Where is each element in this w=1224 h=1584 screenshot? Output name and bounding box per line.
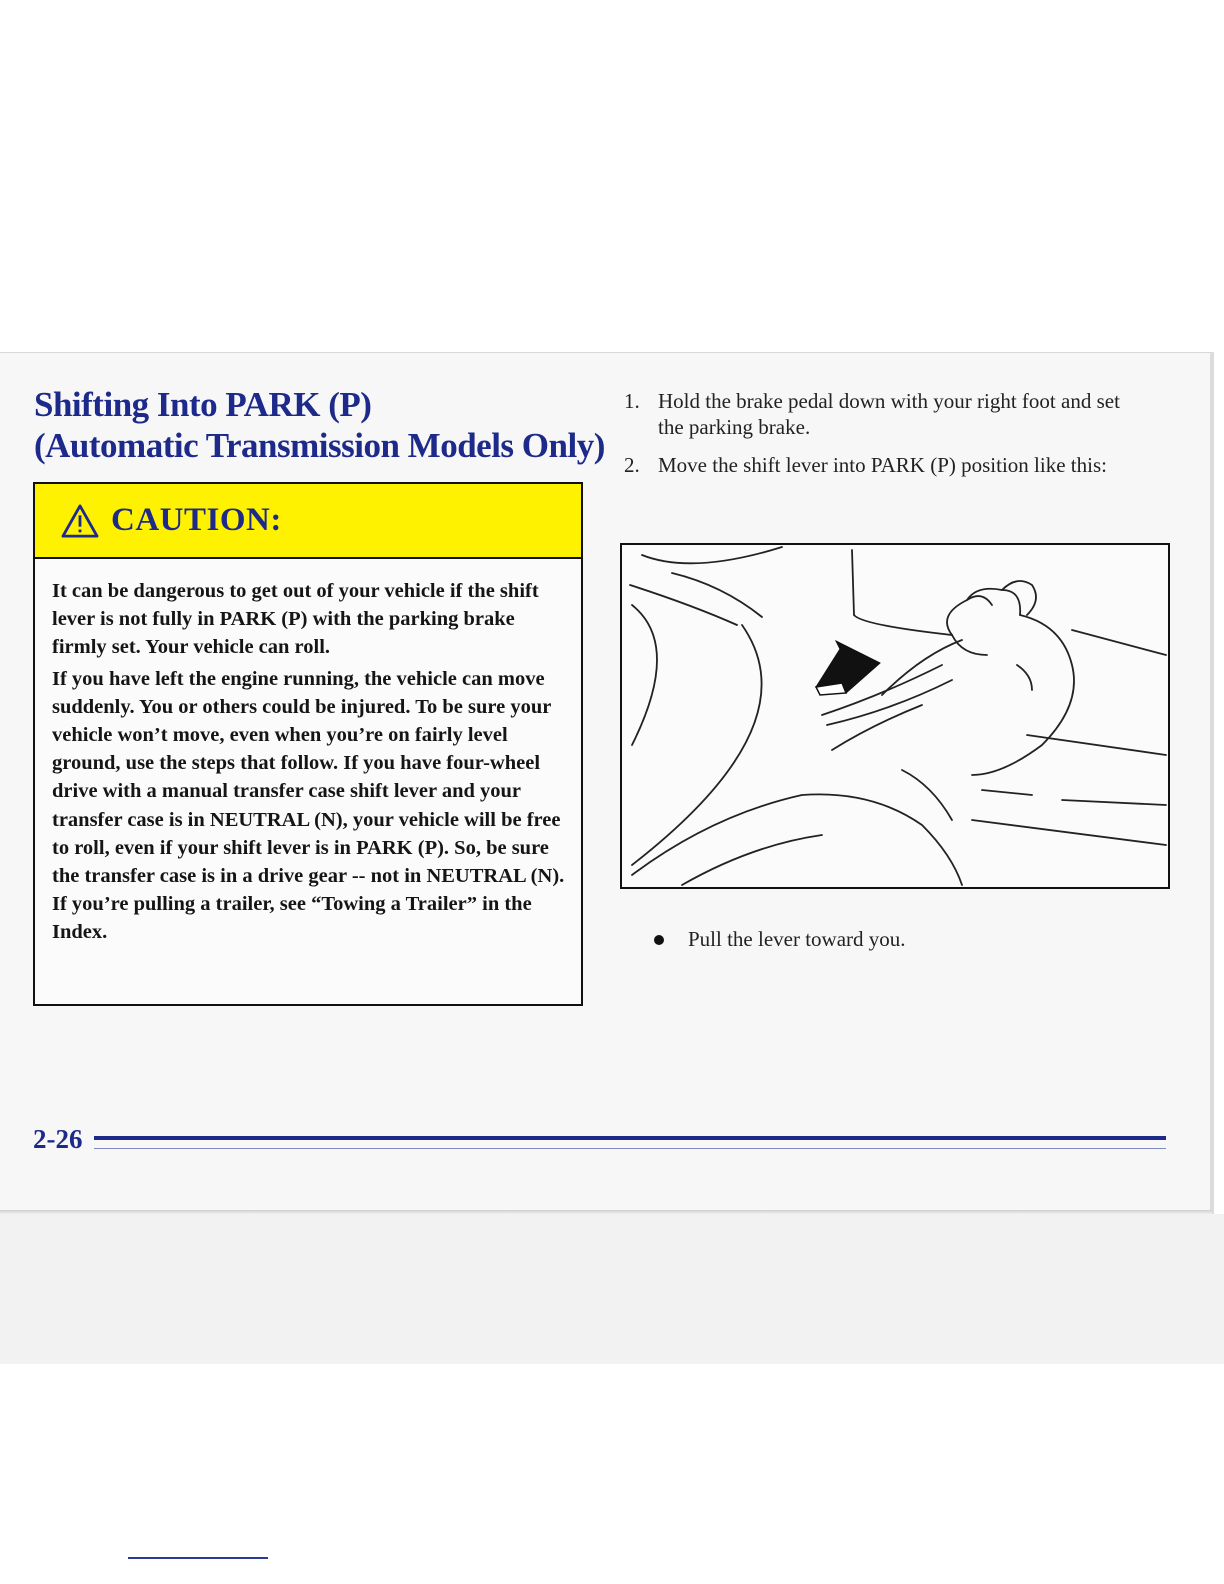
caution-box <box>33 482 583 1006</box>
title-line-2: (Automatic Transmission Models Only) <box>34 426 605 465</box>
bottom-mark <box>128 1557 268 1559</box>
step-number: 1. <box>624 389 640 413</box>
list-item <box>654 927 906 952</box>
hand-on-lever-drawing <box>622 545 1168 887</box>
bullet-icon <box>654 935 664 945</box>
bullet-text: Pull the lever toward you. <box>688 927 906 951</box>
footer-rule-thin <box>94 1148 1166 1149</box>
footer-rule <box>94 1136 1166 1140</box>
shift-lever-illustration <box>620 543 1170 889</box>
caution-body <box>35 559 581 947</box>
list-item <box>624 452 1134 478</box>
page-title <box>34 384 605 466</box>
step-number: 2. <box>624 453 640 477</box>
caution-label: CAUTION: <box>111 502 282 538</box>
step-text: Hold the brake pedal down with your right foot and set the parking brake. <box>658 389 1120 439</box>
caution-header <box>35 484 581 559</box>
title-line-1: Shifting Into PARK (P) <box>34 385 372 424</box>
warning-triangle-icon <box>61 504 99 538</box>
caution-paragraph: It can be dangerous to get out of your vehicle if the shift lever is not fully in PARK (P) with the parking brake firmly set. Your vehicle can roll. <box>52 580 539 659</box>
page-number: 2-26 <box>33 1124 83 1154</box>
page-right-edge <box>1210 352 1214 1214</box>
step-text: Move the shift lever into PARK (P) position like this: <box>658 453 1107 477</box>
list-item <box>624 388 1134 440</box>
caution-paragraph: If you have left the engine running, the vehicle can move suddenly. You or others could be injured. To be sure your vehicle won’t move, even when you’re on fairly level ground, use the steps that follow. If you have four-wheel drive with a manual transfer case shift lever and your transfer case is in NEUTRAL (N), your vehicle will be free to roll, even if your shift lever is in PARK (P). So, be sure the transfer case is in a drive gear -- not in NEUTRAL (N). If you’re pulling a trailer, see “Towing a Trailer” in the Index. <box>52 667 565 944</box>
scan-shadow <box>0 1214 1224 1364</box>
steps-list <box>624 388 1134 490</box>
